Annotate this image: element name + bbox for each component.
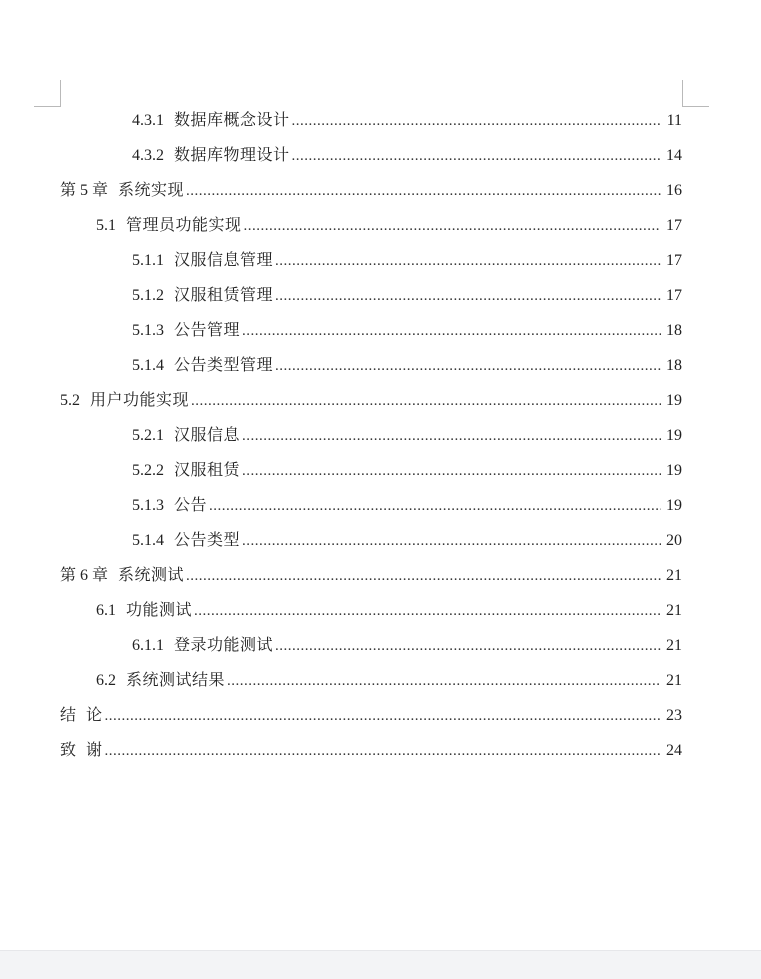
toc-title: 谢 [86, 740, 103, 759]
toc-number: 5.1.4 [132, 532, 164, 549]
toc-page-number: 24 [666, 742, 682, 759]
toc-page-number: 23 [666, 707, 682, 724]
toc-title: 公告 [174, 495, 208, 514]
toc-page-number: 18 [666, 357, 682, 374]
toc-title: 汉服租赁 [174, 460, 241, 479]
toc-leader-dots [275, 279, 661, 314]
toc-title: 汉服信息 [174, 425, 241, 444]
toc-page-number: 21 [666, 602, 682, 619]
toc-title: 系统测试结果 [126, 670, 226, 689]
toc-number: 5.2.1 [132, 427, 164, 444]
toc-title: 论 [86, 705, 103, 724]
toc-number: 5.1.1 [132, 252, 164, 269]
toc-entry[interactable] [60, 207, 682, 242]
toc-entry[interactable] [60, 242, 682, 277]
toc-leader-dots [292, 104, 661, 139]
toc-entry[interactable] [60, 592, 682, 627]
toc-entry[interactable] [60, 627, 682, 662]
toc-title: 公告类型 [174, 530, 241, 549]
toc-page-number: 14 [666, 147, 682, 164]
toc-page-number: 19 [666, 497, 682, 514]
toc-leader-dots [242, 454, 661, 489]
toc-leader-dots [244, 209, 661, 244]
toc-page-number: 16 [666, 182, 682, 199]
toc-title: 系统实现 [118, 180, 185, 199]
toc-leader-dots [186, 559, 661, 594]
toc-number: 4.3.1 [132, 112, 164, 129]
toc-number: 5.2.2 [132, 462, 164, 479]
table-of-contents [60, 102, 682, 767]
toc-number: 4.3.2 [132, 147, 164, 164]
toc-entry[interactable] [60, 382, 682, 417]
toc-entry[interactable] [60, 662, 682, 697]
toc-entry[interactable] [60, 312, 682, 347]
toc-page-number: 19 [666, 392, 682, 409]
toc-leader-dots [191, 384, 661, 419]
toc-number: 6.1 [96, 602, 116, 619]
toc-number: 6.2 [96, 672, 116, 689]
margin-corner-top-right [682, 80, 709, 107]
toc-leader-dots [186, 174, 661, 209]
toc-entry[interactable] [60, 277, 682, 312]
toc-page-number: 21 [666, 672, 682, 689]
toc-number: 第 6 章 [60, 567, 109, 584]
toc-number: 5.1 [96, 217, 116, 234]
toc-leader-dots [275, 349, 661, 384]
toc-leader-dots [242, 314, 661, 349]
toc-page-number: 17 [666, 252, 682, 269]
toc-number: 5.2 [60, 392, 80, 409]
toc-leader-dots [275, 244, 661, 279]
toc-leader-dots [105, 734, 661, 769]
toc-number: 5.1.4 [132, 357, 164, 374]
toc-page-number: 19 [666, 427, 682, 444]
viewer-bottom-bar [0, 950, 761, 979]
toc-title: 公告管理 [174, 320, 241, 339]
toc-number: 5.1.2 [132, 287, 164, 304]
toc-page-number: 17 [666, 217, 682, 234]
toc-entry[interactable] [60, 172, 682, 207]
toc-title: 数据库概念设计 [174, 110, 290, 129]
toc-title: 数据库物理设计 [174, 145, 290, 164]
toc-number: 5.1.3 [132, 497, 164, 514]
margin-corner-top-left [34, 80, 61, 107]
toc-leader-dots [292, 139, 661, 174]
toc-entry[interactable] [60, 487, 682, 522]
toc-title: 功能测试 [126, 600, 193, 619]
toc-page-number: 21 [666, 637, 682, 654]
toc-title: 登录功能测试 [174, 635, 274, 654]
toc-entry[interactable] [60, 102, 682, 137]
toc-entry[interactable] [60, 452, 682, 487]
toc-leader-dots [209, 489, 661, 524]
toc-entry[interactable] [60, 732, 682, 767]
toc-page-number: 19 [666, 462, 682, 479]
toc-page-number: 18 [666, 322, 682, 339]
toc-leader-dots [242, 419, 661, 454]
toc-entry[interactable] [60, 137, 682, 172]
toc-number: 结 [60, 707, 77, 724]
toc-leader-dots [227, 664, 661, 699]
toc-title: 公告类型管理 [174, 355, 274, 374]
toc-title: 系统测试 [118, 565, 185, 584]
toc-entry[interactable] [60, 522, 682, 557]
toc-entry[interactable] [60, 417, 682, 452]
toc-title: 用户功能实现 [90, 390, 190, 409]
toc-number: 第 5 章 [60, 182, 109, 199]
toc-entry[interactable] [60, 557, 682, 592]
toc-entry[interactable] [60, 347, 682, 382]
toc-leader-dots [194, 594, 661, 629]
toc-title: 汉服信息管理 [174, 250, 274, 269]
toc-leader-dots [242, 524, 661, 559]
toc-leader-dots [275, 629, 661, 664]
toc-number: 6.1.1 [132, 637, 164, 654]
toc-title: 管理员功能实现 [126, 215, 242, 234]
toc-number: 致 [60, 742, 77, 759]
toc-title: 汉服租赁管理 [174, 285, 274, 304]
toc-page-number: 20 [666, 532, 682, 549]
toc-page-number: 11 [666, 112, 682, 129]
toc-leader-dots [105, 699, 661, 734]
toc-page-number: 21 [666, 567, 682, 584]
toc-number: 5.1.3 [132, 322, 164, 339]
toc-page-number: 17 [666, 287, 682, 304]
toc-entry[interactable] [60, 697, 682, 732]
